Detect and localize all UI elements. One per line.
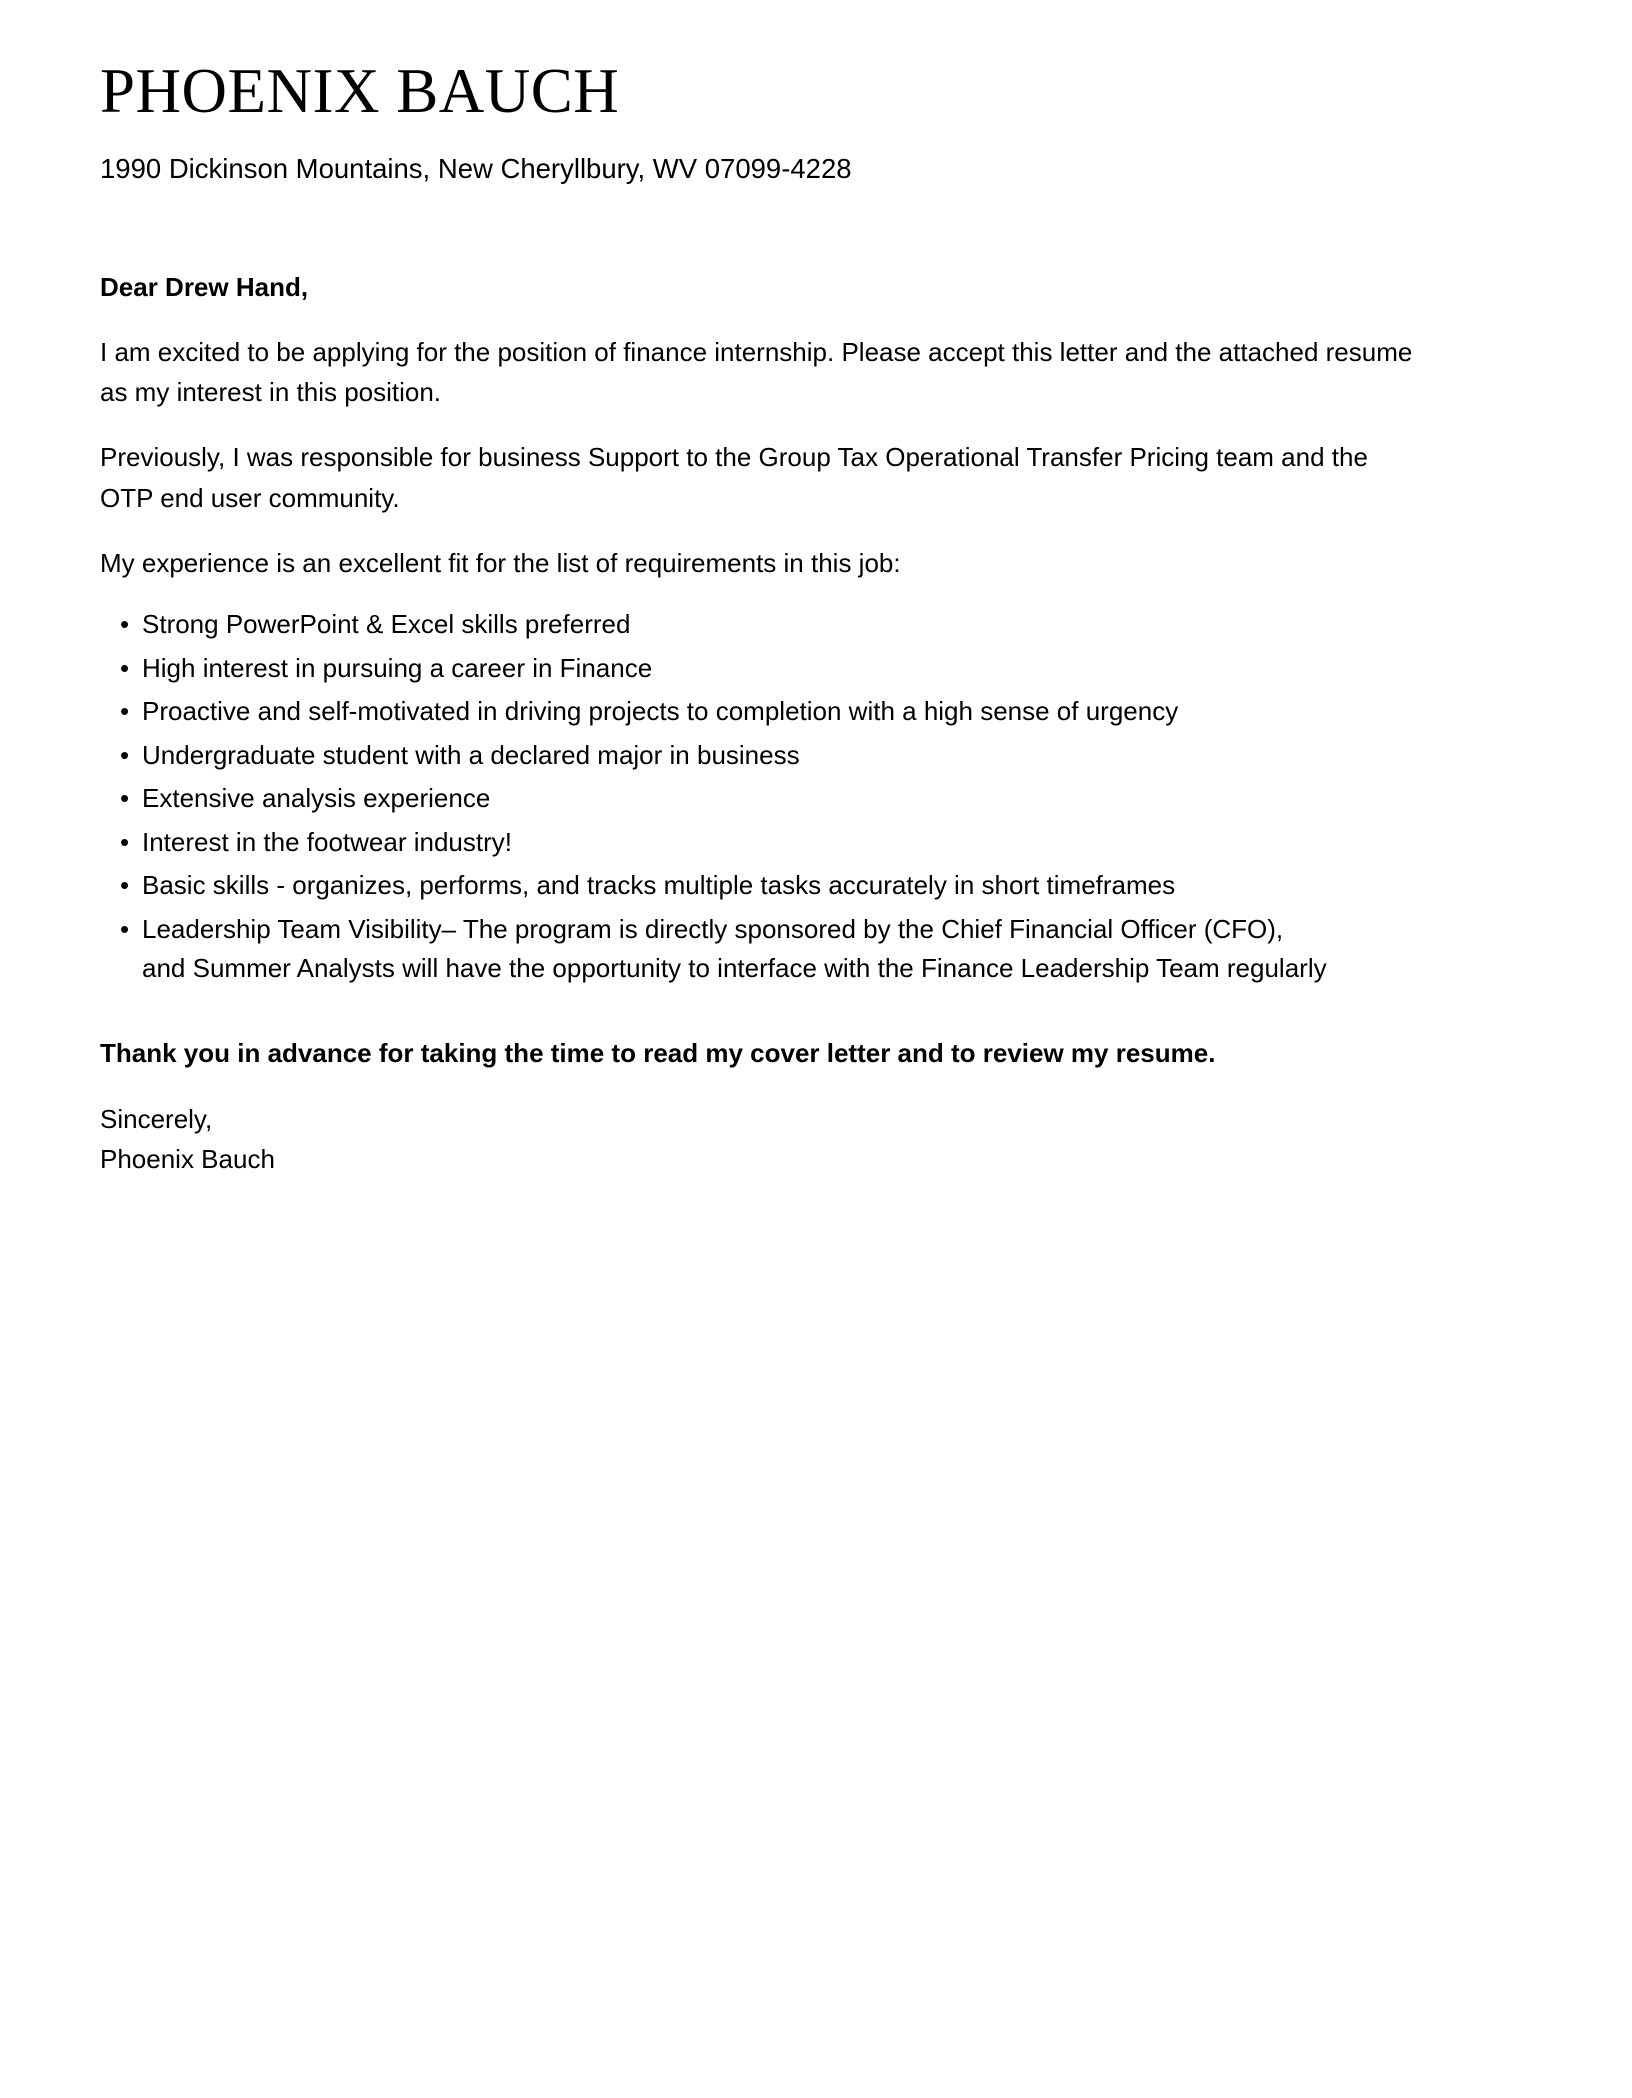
list-item: • Basic skills - organizes, performs, and tracks multiple tasks accurately in short timeframes: [100, 866, 1332, 906]
body-paragraph-1: I am excited to be applying for the position of finance internship. Please accept this letter and the attached resume as my interest in this position.: [100, 336, 1413, 408]
signature-name: Phoenix Bauch: [100, 1144, 275, 1175]
list-item: • Interest in the footwear industry!: [100, 823, 1332, 863]
body-paragraph-3: My experience is an excellent fit for the list of requirements in this job:: [100, 548, 901, 578]
closing-statement: Thank you in advance for taking the time to read my cover letter and to review my resume.: [100, 1037, 1216, 1068]
letterhead-name: PHOENIX BAUCH: [100, 56, 620, 126]
signature-block: [100, 1073, 1425, 1180]
signoff-line: Sincerely,: [100, 1103, 213, 1134]
list-item: • Undergraduate student with a declared major in business: [100, 736, 1332, 776]
salutation: Dear Drew Hand,: [100, 272, 309, 303]
list-item: • Extensive analysis experience: [100, 779, 1332, 819]
letterhead-address: 1990 Dickinson Mountains, New Cheryllbury, WV 07099-4228: [100, 153, 852, 184]
requirements-list: [100, 583, 1425, 989]
list-item: • High interest in pursuing a career in Finance: [100, 649, 1332, 689]
body-paragraph-2: Previously, I was responsible for business Support to the Group Tax Operational Transfer Pricing team and the OTP end user community.: [100, 442, 1368, 513]
letter-content: [100, 0, 1425, 1180]
list-item: • Proactive and self-motivated in driving projects to completion with a high sense of urgency: [100, 692, 1332, 732]
list-item: • Leadership Team Visibility– The program is directly sponsored by the Chief Financial Officer (CFO), and Summer Analysts will have the opportunity to interface with the Finance Leadership Team regularly: [100, 910, 1332, 989]
list-item: • Strong PowerPoint & Excel skills preferred: [100, 605, 1332, 645]
